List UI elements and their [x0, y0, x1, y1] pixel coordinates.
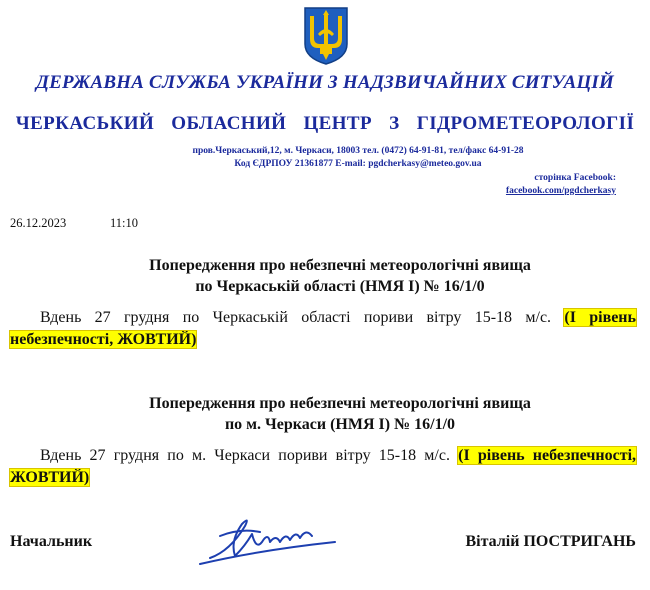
warning1-text: Вдень 27 грудня по Черкаській області пориви вітру 15-18 м/с. [40, 309, 552, 326]
document-time: 11:10 [110, 216, 139, 230]
center-title: ЧЕРКАСЬКИЙ ОБЛАСНИЙ ЦЕНТР З ГІДРОМЕТЕОРОЛОГІЇ [15, 113, 635, 134]
facebook-link[interactable]: facebook.com/pgdcherkasy [505, 186, 616, 196]
handwritten-signature [190, 506, 340, 568]
warning1-title-line1: Попередження про небезпечні метеорологічні явища [149, 257, 531, 274]
trident-coat-of-arms-icon [302, 6, 350, 66]
warning2-level-highlight: (І рівень небезпечності, ЖОВТИЙ) [10, 447, 637, 486]
contact-line: Код ЄДРПОУ 21361877 E-mail: pgdcherkasy@meteo.gov.ua [234, 159, 482, 169]
warning1-paragraph [10, 307, 636, 351]
signer-position: Начальник [10, 533, 93, 550]
document-date: 26.12.2023 [10, 216, 67, 230]
warning2-title-line2: по м. Черкаси (НМЯ І) № 16/1/0 [224, 416, 456, 433]
warning2-title-line1: Попередження про небезпечні метеорологічні явища [149, 395, 531, 412]
signer-name: Віталій ПОСТРИГАНЬ [465, 533, 636, 550]
warning1-title-line2: по Черкаській області (НМЯ І) № 16/1/0 [195, 278, 485, 295]
facebook-label: сторінка Facebook: [534, 173, 616, 183]
organization-title: ДЕРЖАВНА СЛУЖБА УКРАЇНИ З НАДЗВИЧАЙНИХ СИТУАЦІЙ [35, 72, 615, 93]
warning2-paragraph [10, 445, 636, 489]
warning1-level-highlight: (І рівень небезпечності, ЖОВТИЙ) [10, 309, 636, 348]
address-line: пров.Черкаський,12, м. Черкаси, 18003 тел. (0472) 64-91-81, тел/факс 64-91-28 [192, 146, 524, 156]
warning2-text: Вдень 27 грудня по м. Черкаси пориви вітру 15-18 м/с. [40, 447, 450, 464]
